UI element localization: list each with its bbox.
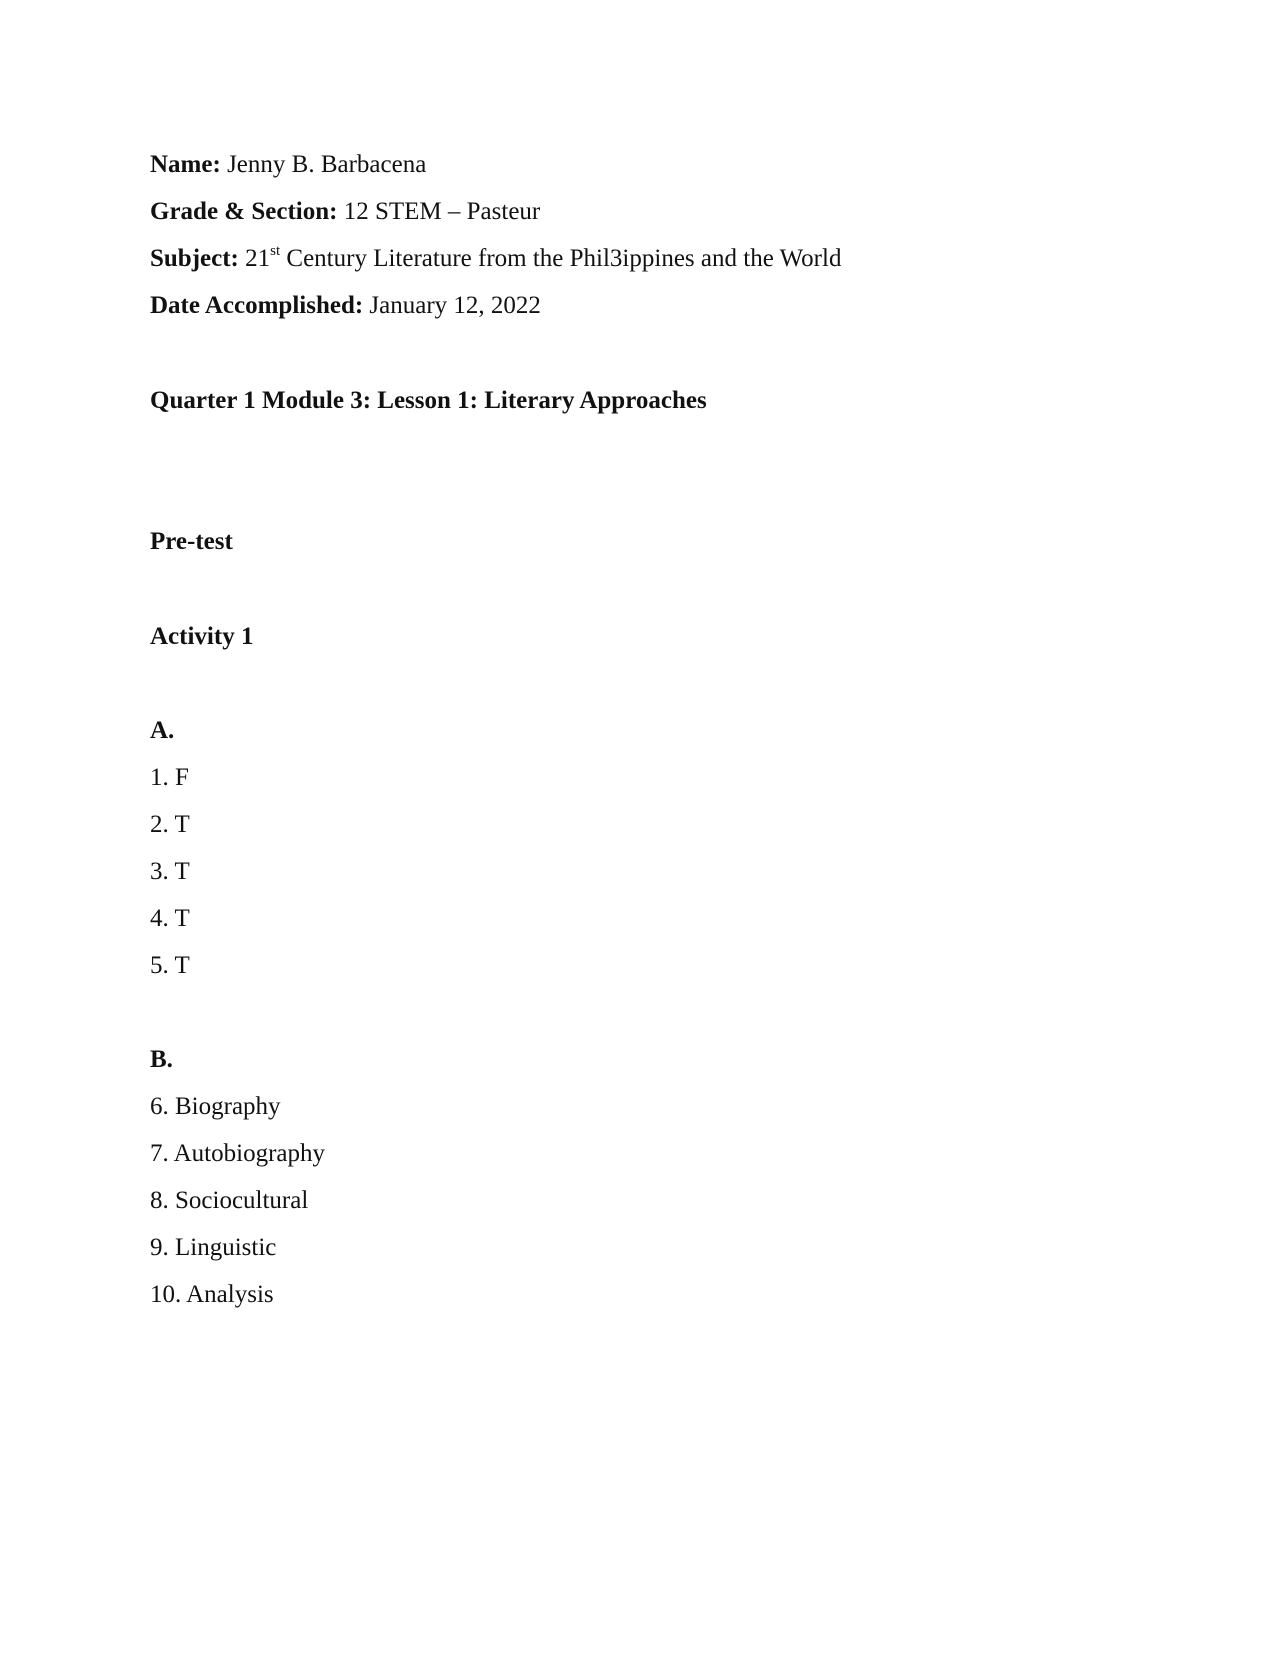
list-item: 8. Sociocultural (150, 1187, 309, 1214)
list-item: 3. T (150, 858, 190, 885)
part-a-label: A. (150, 717, 175, 744)
list-item: 1. F (150, 764, 189, 791)
activity-heading: Activity 1 (150, 623, 254, 650)
list-item: 10. Analysis (150, 1281, 274, 1308)
grade-label: Grade & Section: (150, 198, 338, 225)
date-line (150, 291, 541, 321)
pretest-heading: Pre-test (150, 528, 233, 555)
subject-prefix: 21 (245, 245, 271, 272)
grade-section-line (150, 197, 540, 227)
subject-superscript: st (270, 242, 281, 259)
list-item: 6. Biography (150, 1093, 281, 1120)
date-label: Date Accomplished: (150, 292, 364, 319)
part-b-label: B. (150, 1046, 173, 1073)
list-item: 7. Autobiography (150, 1140, 325, 1167)
list-item: 5. T (150, 952, 190, 979)
name-value: Jenny B. Barbacena (227, 151, 427, 178)
subject-label: Subject: (150, 245, 239, 272)
subject-rest: Century Literature from the Phil3ippines and the World (286, 245, 842, 272)
subject-line (150, 244, 841, 274)
lesson-title: Quarter 1 Module 3: Lesson 1: Literary Approaches (150, 387, 707, 414)
list-item: 4. T (150, 905, 190, 932)
name-line (150, 150, 426, 180)
date-value: January 12, 2022 (369, 292, 541, 319)
list-item: 2. T (150, 811, 190, 838)
grade-value: 12 STEM – Pasteur (343, 198, 541, 225)
name-label: Name: (150, 151, 221, 178)
list-item: 9. Linguistic (150, 1234, 277, 1261)
